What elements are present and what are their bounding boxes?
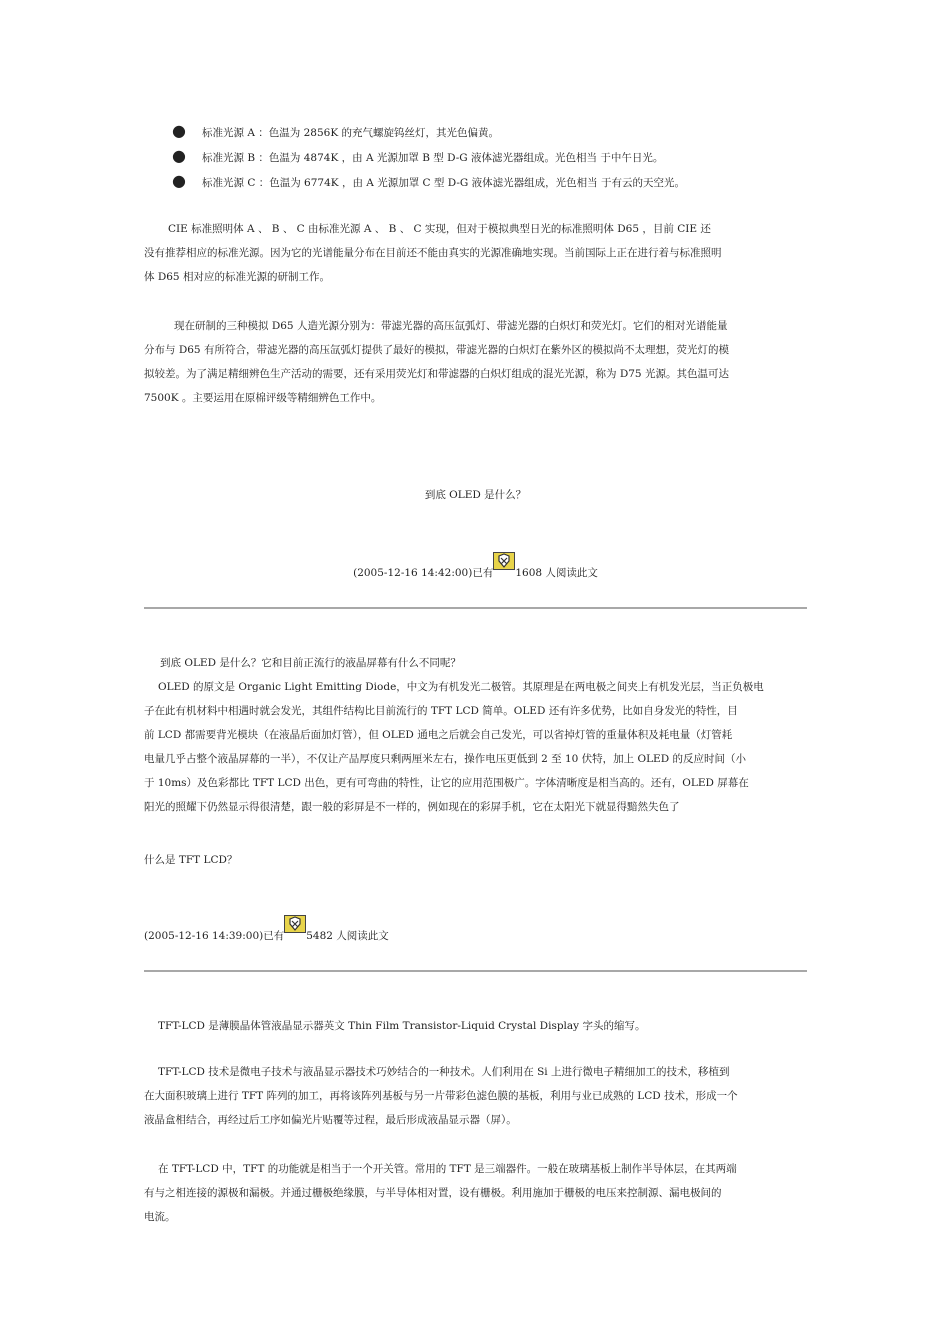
text-line: 于 10ms）及色彩都比 TFT LCD 出色，更有可弯曲的特性，让它的应用范围极广。字体清晰度是相当高的。还有，OLED 屏幕在: [144, 777, 749, 789]
light-source-list: [168, 121, 808, 199]
text-line: 电流。: [144, 1211, 176, 1223]
reader-count: 5482 人阅读此文: [306, 930, 389, 942]
article-question: 到底 OLED 是什么？它和目前正流行的液晶屏幕有什么不同呢？: [160, 657, 461, 669]
text-line: 在 TFT-LCD 中，TFT 的功能就是相当于一个开关管。常用的 TFT 是三端器件。一般在玻璃基板上制作半导体层，在其两端: [158, 1163, 737, 1175]
bullet-dot-icon: ●: [172, 121, 186, 140]
text-line: 阳光的照耀下仍然显示得很清楚，跟一般的彩屏是不一样的，例如现在的彩屏手机，它在太阳光下就显得黯然失色了: [144, 801, 680, 813]
text-line: TFT-LCD 技术是微电子技术与液晶显示器技术巧妙结合的一种技术。人们利用在 Si 上进行微电子精细加工的技术，移植到: [158, 1066, 730, 1078]
cie-paragraph: [144, 217, 807, 289]
d65-paragraph: [144, 314, 807, 410]
article-meta: [144, 927, 389, 945]
article-date: (2005-12-16 14:42:00)已有: [353, 567, 494, 579]
reader-count-icon: [284, 915, 306, 933]
text-line: 在大面积玻璃上进行 TFT 阵列的加工，再将该阵列基板与另一片带彩色滤色膜的基板，利用与业已成熟的 LCD 技术，形成一个: [144, 1090, 738, 1102]
text-line: 液晶盒相结合，再经过后工序如偏光片贴覆等过程，最后形成液晶显示器（屏）。: [144, 1114, 517, 1126]
section-divider: [144, 970, 807, 972]
text-line: 子在此有机材料中相遇时就会发光，其组件结构比目前流行的 TFT LCD 简单。OLED 还有许多优势，比如自身发光的特性，目: [144, 705, 738, 717]
tft-paragraph: [144, 1157, 807, 1229]
text-line: CIE 标准照明体 A 、 B 、 C 由标准光源 A 、 B 、 C 实现，但对于模拟典型日光的标准照明体 D65 ，目前 CIE 还: [168, 223, 711, 235]
article-date: (2005-12-16 14:39:00)已有: [144, 930, 285, 942]
text-line: 有与之相连接的源极和漏极。并通过栅极绝缘膜，与半导体相对置，设有栅极。利用施加于栅极的电压来控制源、漏电极间的: [144, 1187, 722, 1199]
article-title: 到底 OLED 是什么？: [424, 489, 527, 501]
list-item-text: 标准光源 C ：色温为 6774K ，由 A 光源加罩 C 型 D-G 液体滤光器组成，光色相当 于有云的天空光。: [202, 177, 685, 189]
list-item-text: 标准光源 B ：色温为 4874K ，由 A 光源加罩 B 型 D-G 液体滤光器组成。光色相当 于中午日光。: [202, 152, 664, 164]
list-item: [168, 121, 808, 149]
tft-intro: [144, 1014, 807, 1038]
list-item-text: 标准光源 A ：色温为 2856K 的充气螺旋钨丝灯，其光色偏黄。: [202, 127, 499, 139]
text-line: 现在研制的三种模拟 D65 人造光源分别为：带滤光器的高压氙弧灯、带滤光器的白炽灯和荧光灯。它们的相对光谱能量: [174, 320, 728, 332]
text-line: 分布与 D65 有所符合，带滤光器的高压氙弧灯提供了最好的模拟，带滤光器的白炽灯在紫外区的模拟尚不太理想，荧光灯的模: [144, 344, 729, 356]
text-line: 7500K 。主要运用在原棉评级等精细辨色工作中。: [144, 392, 382, 404]
reader-count-icon: [493, 552, 515, 570]
text-line: OLED 的原文是 Organic Light Emitting Diode，中文为有机发光二极管。其原理是在两电极之间夹上有机发光层，当正负极电: [158, 681, 764, 693]
oled-article-body: [144, 651, 807, 819]
bullet-dot-icon: ●: [172, 171, 186, 190]
tft-paragraph: [144, 1060, 807, 1132]
text-line: 电量几乎占整个液晶屏幕的一半），不仅让产品厚度只剩两厘米左右，操作电压更低到 2 至 10 伏特，加上 OLED 的反应时间（小: [144, 753, 746, 765]
text-line: 拟较差。为了满足精细辨色生产活动的需要，还有采用荧光灯和带滤器的白炽灯组成的混光光源，称为 D75 光源。其色温可达: [144, 368, 729, 380]
article-meta: [144, 564, 807, 582]
list-item: [168, 171, 808, 199]
bullet-dot-icon: ●: [172, 146, 186, 165]
text-line: TFT-LCD 是薄膜晶体管液晶显示器英文 Thin Film Transistor-Liquid Crystal Display 字头的缩写。: [158, 1020, 646, 1032]
text-line: 没有推荐相应的标准光源。因为它的光谱能量分布在目前还不能由真实的光源准确地实现。当前国际上正在进行着与标准照明: [144, 247, 722, 259]
reader-count: 1608 人阅读此文: [515, 567, 598, 579]
text-line: 体 D65 相对应的标准光源的研制工作。: [144, 271, 330, 283]
article-title: 什么是 TFT LCD？: [144, 854, 238, 866]
section-divider: [144, 607, 807, 609]
list-item: [168, 146, 808, 174]
text-line: 前 LCD 都需要背光模块（在液晶后面加灯管），但 OLED 通电之后就会自己发光，可以省掉灯管的重量体积及耗电量（灯管耗: [144, 729, 733, 741]
